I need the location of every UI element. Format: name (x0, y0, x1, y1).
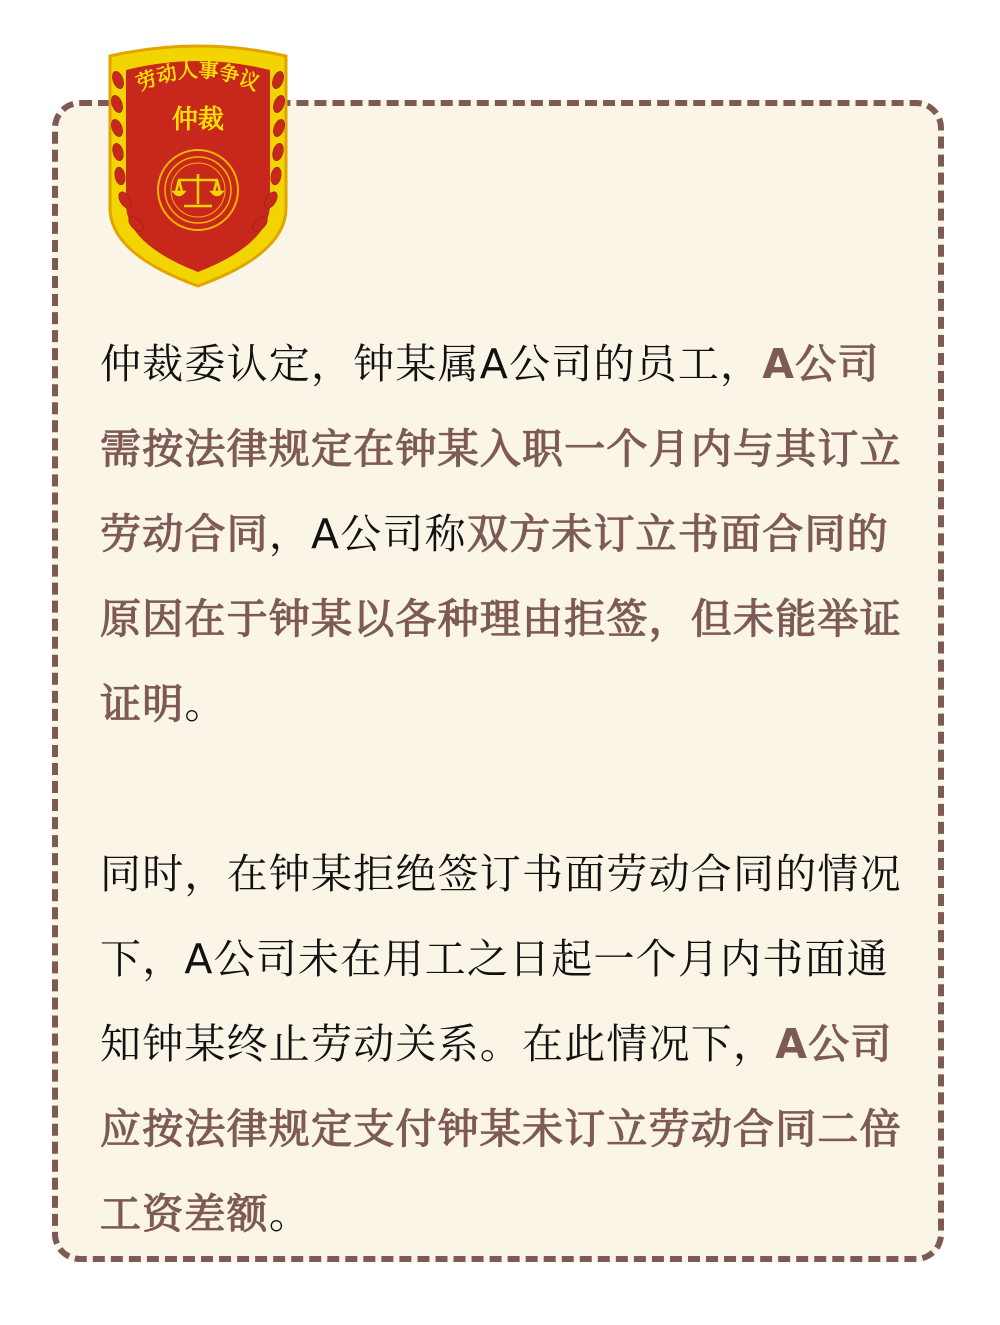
arbitration-badge (100, 40, 296, 288)
body-text: 同时，在钟某拒绝签订书面劳动合同的情况下，A公司未在用工之日起一个月内书面通知钟某终止劳动关系。在此情况下， (100, 850, 902, 1068)
case-text (100, 322, 910, 1257)
body-text: 。 (268, 1190, 312, 1238)
badge-title: 仲裁 (171, 105, 225, 135)
badge-top-text: 劳动人事争议 (132, 57, 264, 96)
highlighted-text: A公司应按法律规定支付钟某未订立劳动合同二倍工资差额 (100, 1020, 902, 1238)
highlighted-text: A公司需按法律规定在钟某入职一个月内与其订立劳动合同 (100, 340, 902, 558)
body-text: ，A公司称 (268, 510, 467, 558)
highlighted-text: 双方未订立书面合同的原因在于钟某以各种理由拒签，但未能举证证明 (100, 510, 902, 728)
paragraph (100, 832, 910, 1257)
body-text: 。 (184, 680, 227, 728)
paragraph (100, 322, 910, 747)
body-text: 仲裁委认定，钟某属A公司的员工， (100, 340, 763, 388)
